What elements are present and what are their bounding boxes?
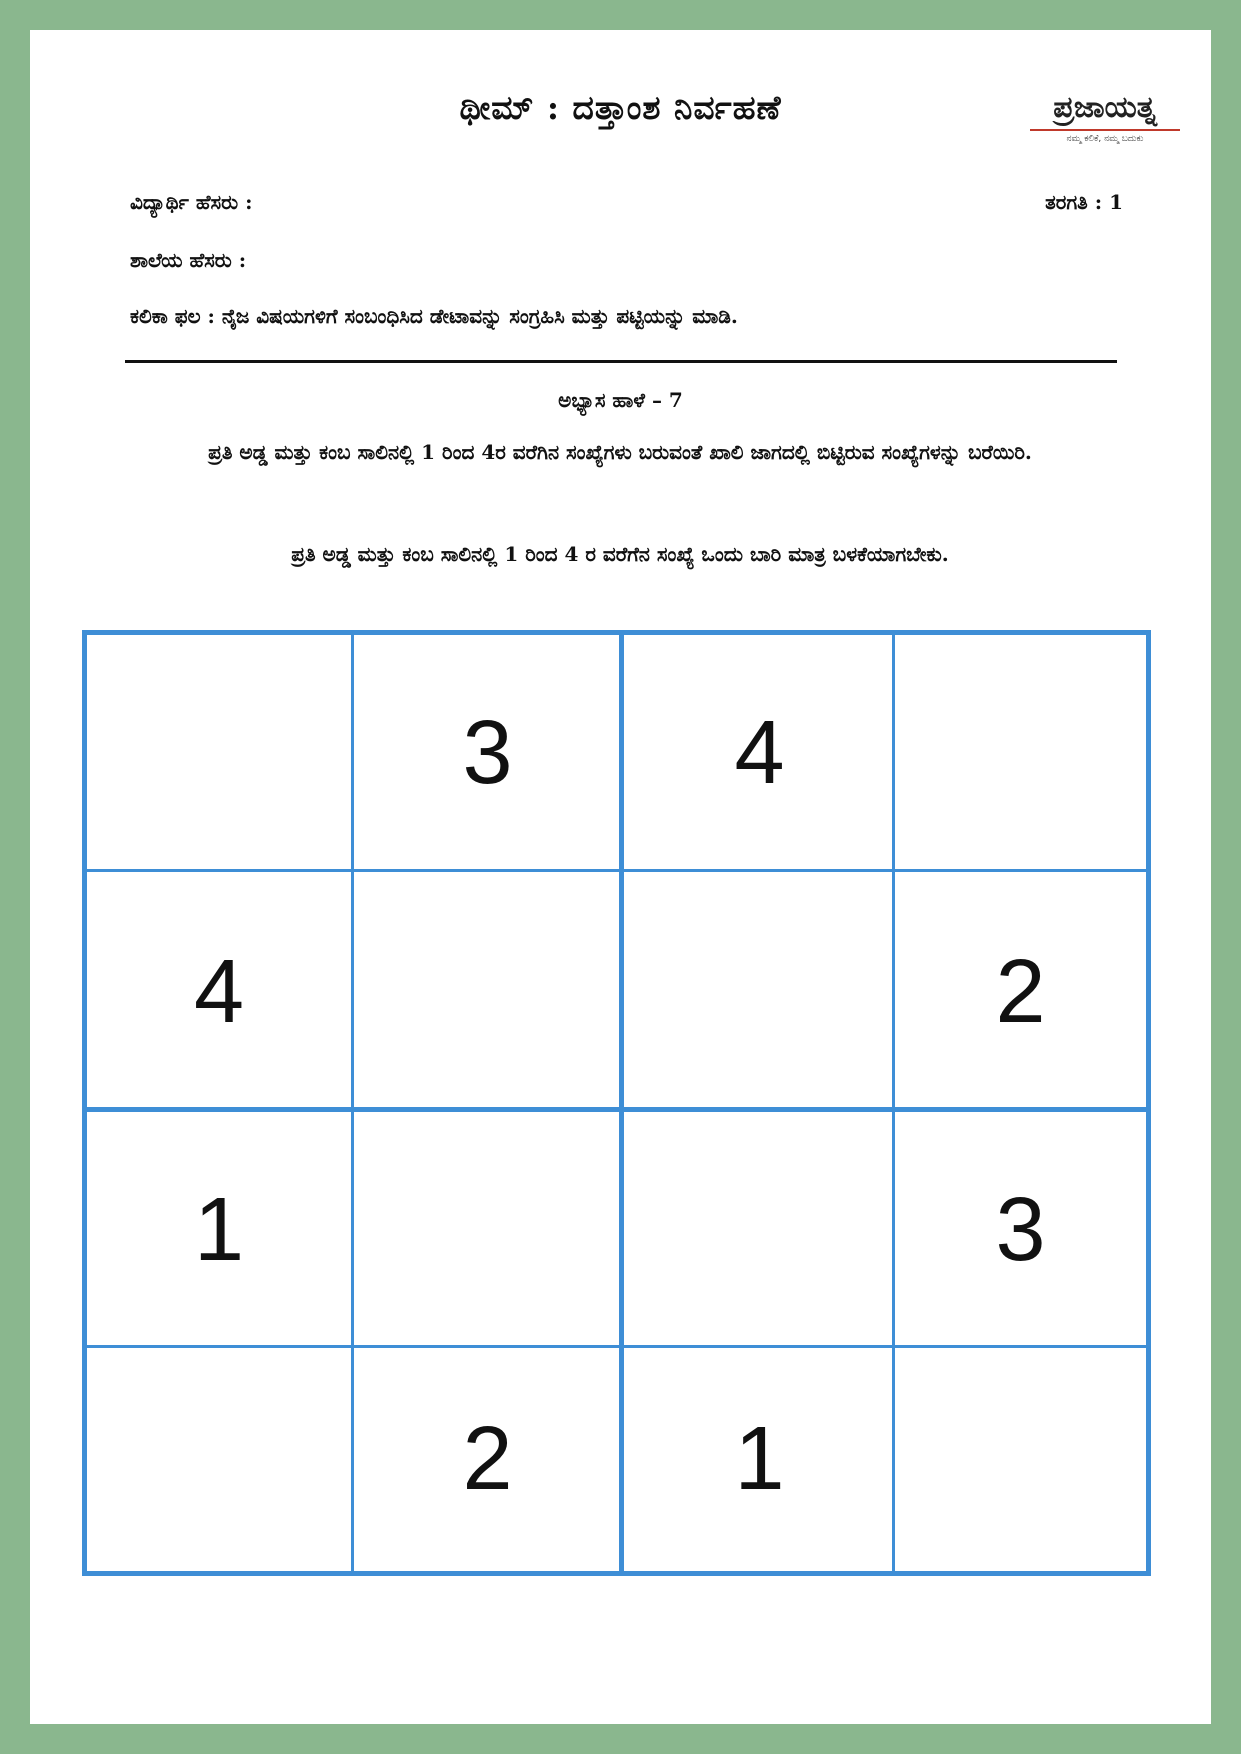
class-label: ತರಗತಿ : 1 (1045, 190, 1123, 214)
grid-cell[interactable] (351, 872, 624, 1112)
instruction-secondary: ಪ್ರತಿ ಅಡ್ಡ ಮತ್ತು ಕಂಬ ಸಾಲಿನಲ್ಲಿ 1 ರಿಂದ 4 ರ ವರೆಗೆನ ಸಂಖ್ಯೆ ಒಂದು ಬಾರಿ ಮಾತ್ರ ಬಳಕೆಯಾಗಬೇಕು. (291, 542, 949, 566)
grid-cell: 1 (193, 1179, 245, 1280)
grid-cell: 3 (995, 1179, 1046, 1280)
grid-cell[interactable] (624, 1112, 895, 1348)
worksheet-number: ಅಭ್ಯಾಸ ಹಾಳೆ – 7 (558, 388, 683, 412)
grid-cell[interactable] (351, 1112, 624, 1348)
student-name-label: ವಿದ್ಯಾರ್ಥಿ ಹೆಸರು : (130, 190, 253, 214)
grid-cell[interactable] (87, 635, 351, 872)
sudoku-grid (82, 630, 1151, 1576)
worksheet-page (30, 30, 1211, 1724)
grid-cell[interactable] (895, 635, 1146, 872)
grid-cell: 3 (462, 703, 513, 803)
instruction-primary: ಪ್ರತಿ ಅಡ್ಡ ಮತ್ತು ಕಂಬ ಸಾಲಿನಲ್ಲಿ 1 ರಿಂದ 4ರ ವರೆಗಿನ ಸಂಖ್ಯೆಗಳು ಬರುವಂತೆ ಖಾಲಿ ಜಾಗದಲ್ಲಿ ಬಿಟ್ಟಿರುವ ಸಂಖ್ಯೆಗಳನ್ನು ಬರೆಯಿರಿ. (208, 440, 1032, 464)
grid-cell: 2 (995, 941, 1046, 1042)
learning-outcome: ಕಲಿಕಾ ಫಲ : ನೈಜ ವಿಷಯಗಳಿಗೆ ಸಂಬಂಧಿಸಿದ ಡೇಟಾವನ್ನು ಸಂಗ್ರಹಿಸಿ ಮತ್ತು ಪಟ್ಟಿಯನ್ನು ಮಾಡಿ. (130, 304, 738, 328)
header-divider (125, 360, 1117, 363)
grid-cell: 4 (734, 703, 785, 803)
logo-underline (1030, 129, 1180, 131)
logo-name: ಪ್ರಜಾಯತ್ನ (1053, 90, 1157, 125)
grid-cell: 4 (193, 941, 245, 1042)
grid-cell[interactable] (895, 1348, 1146, 1571)
grid-cell: 1 (734, 1409, 785, 1509)
logo-tagline: ನಮ್ಮ ಕಲಿಕೆ, ನಮ್ಮ ಬದುಕು (1066, 134, 1144, 144)
grid-cell: 2 (462, 1409, 513, 1509)
prajayatna-logo (1030, 90, 1180, 144)
school-name-label: ಶಾಲೆಯ ಹೆಸರು : (130, 248, 247, 272)
grid-cell[interactable] (87, 1348, 351, 1571)
grid-cell[interactable] (624, 872, 895, 1112)
theme-title: ಥೀಮ್ : ದತ್ತಾಂಶ ನಿರ್ವಹಣೆ (459, 88, 782, 127)
